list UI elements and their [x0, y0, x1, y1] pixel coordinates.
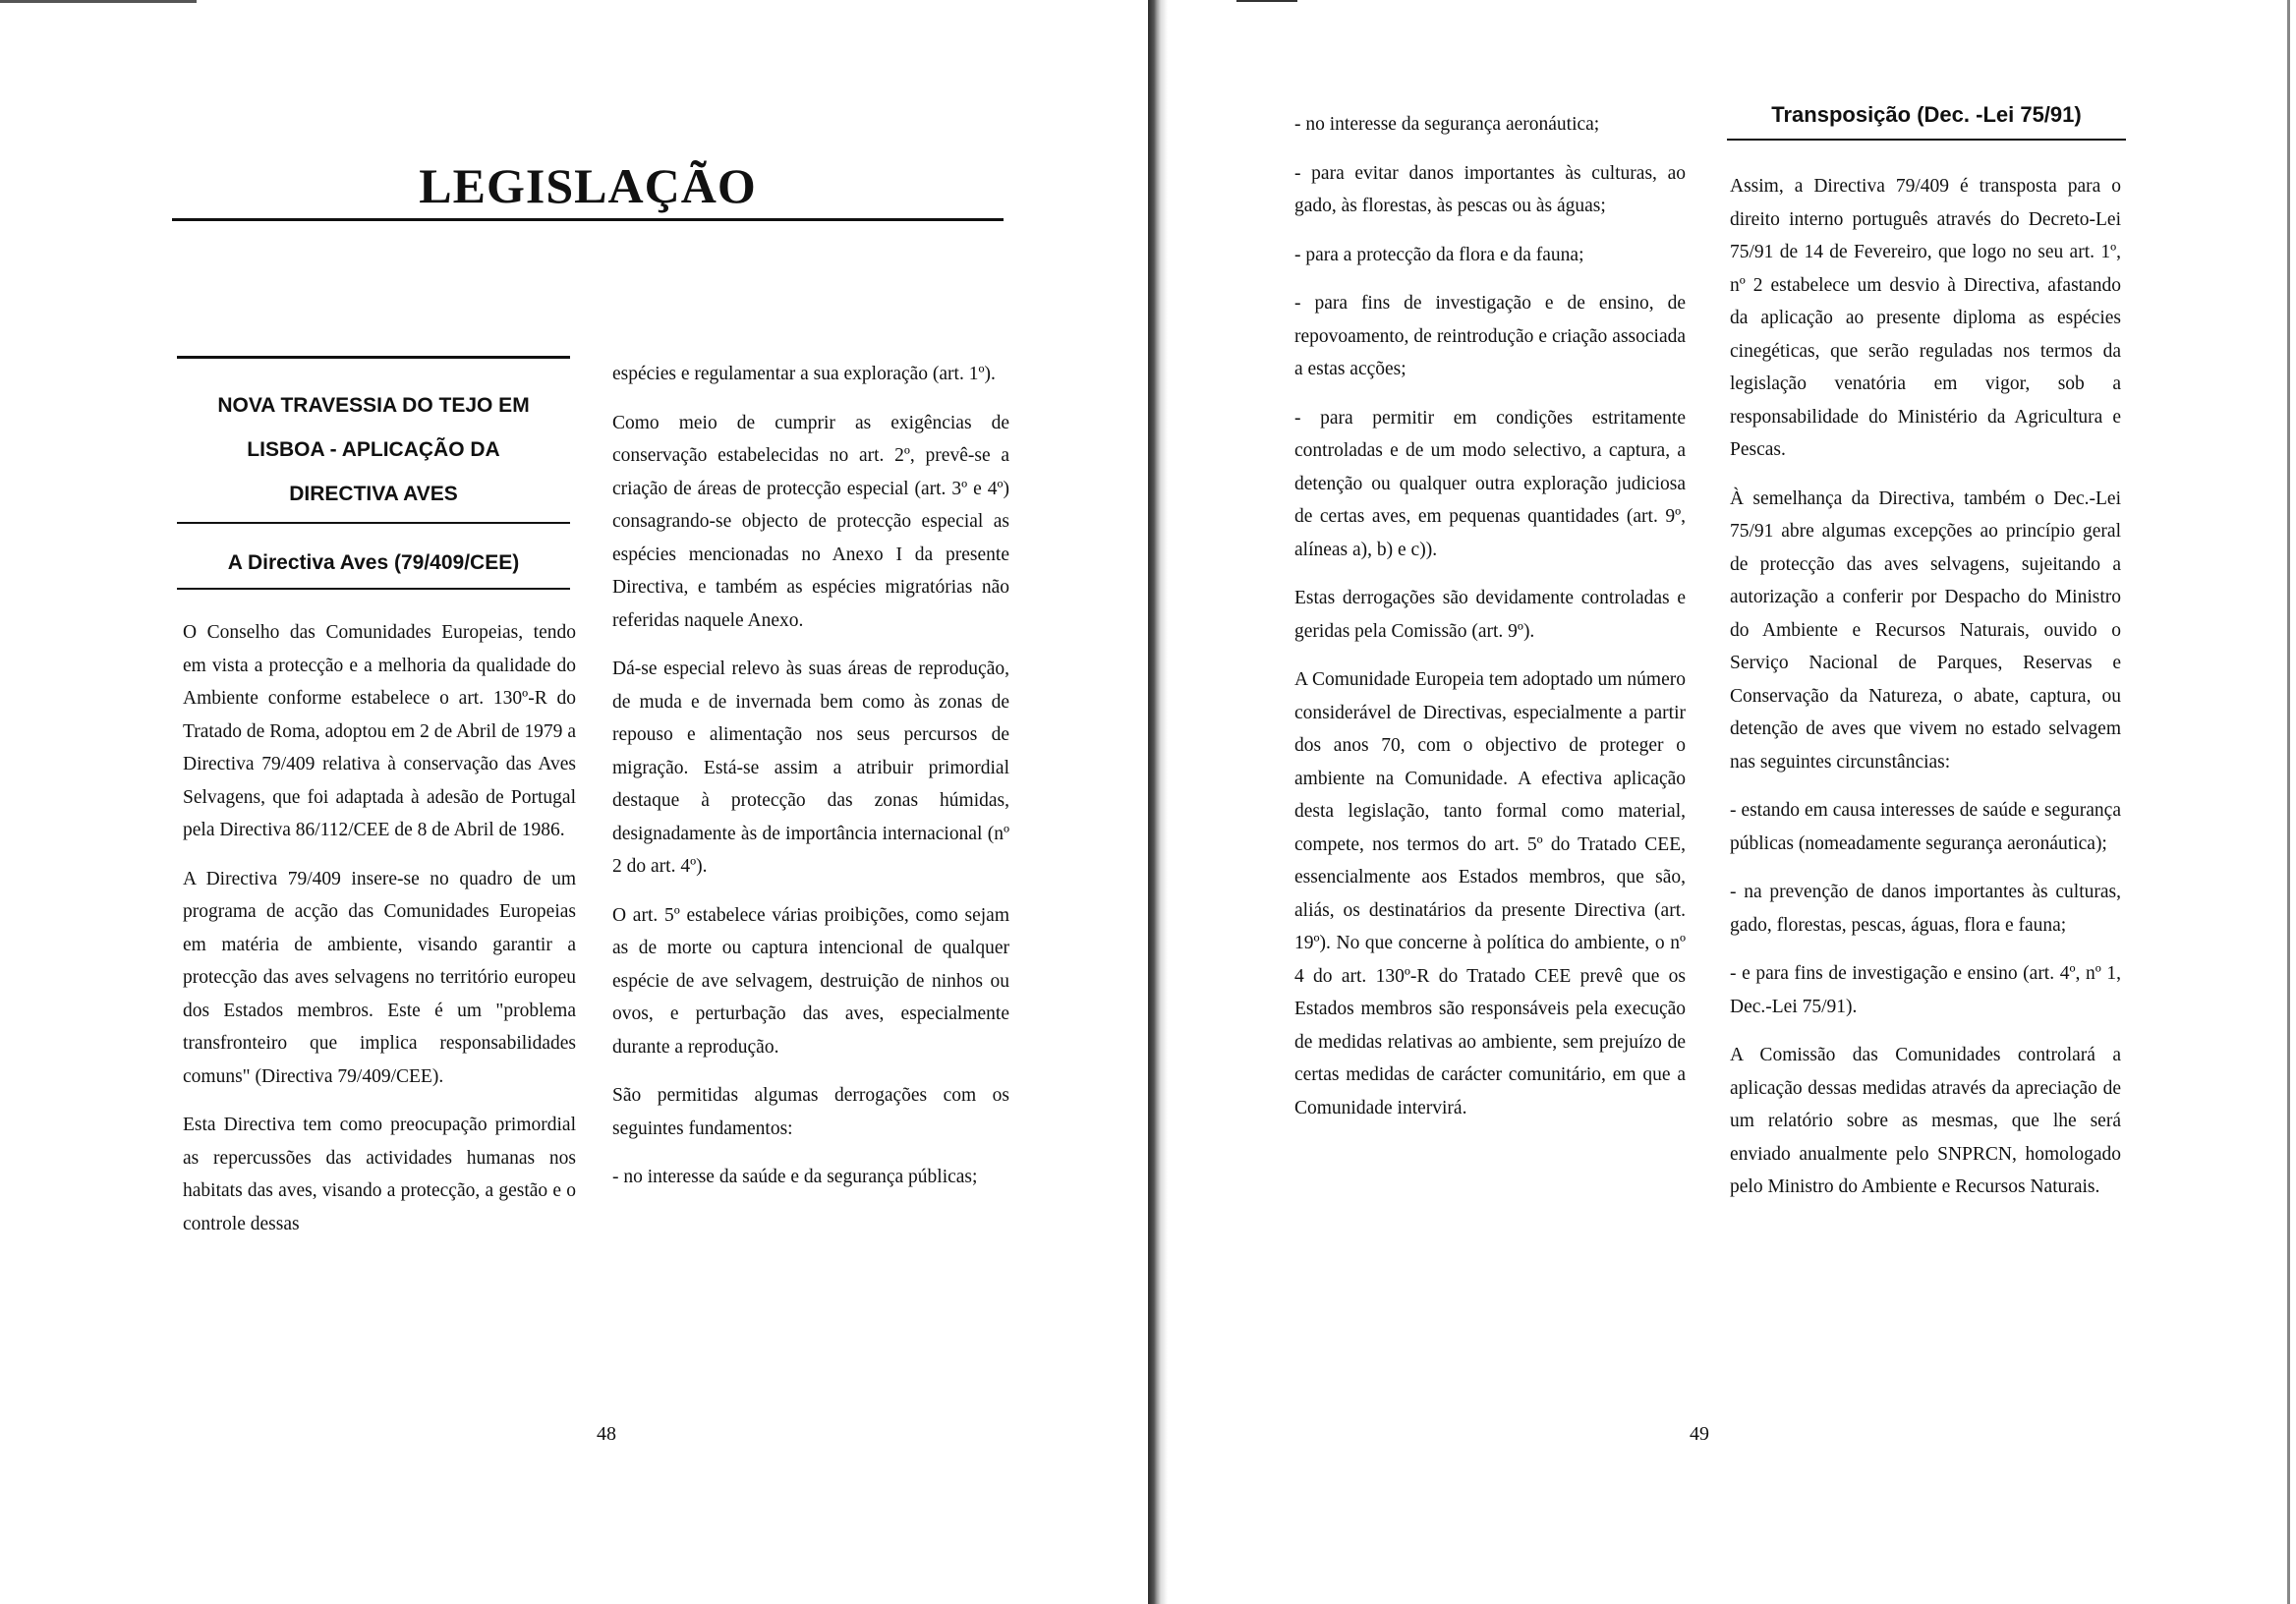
paragraph: - no interesse da segurança aeronáutica;	[1294, 114, 1600, 135]
subheading-rule	[177, 588, 570, 590]
section-top-rule	[177, 356, 570, 359]
paragraph: A Comissão das Comunidades controlará a aplicação dessas medidas através da apreciação de um relatório sobre as mesmas, que lhe será enviado anualmente pelo SNPRCN, homologado pelo Ministro do Ambiente e Recursos Naturais.	[1730, 1045, 2121, 1197]
paragraph: - para fins de investigação e de ensino, de repovoamento, de reintrodução e criação associada a estas acções;	[1294, 293, 1686, 379]
paragraph: Dá-se especial relevo às suas áreas de reprodução, de muda e de invernada bem como às zonas de repouso e alimentação nos seus percursos de migração. Está-se assim a atribuir primordial destaque à protecção das zonas húmidas, designadamente às de importância internacional (nº 2 do art. 4º).	[612, 659, 1009, 877]
section-heading-line-1: NOVA TRAVESSIA DO TEJO EM	[217, 394, 530, 417]
page-number: 49	[1690, 1423, 1709, 1445]
section-mid-rule	[177, 522, 570, 524]
paragraph: - para permitir em condições estritamente controladas e de um modo selectivo, a captura, a detenção ou qualquer outra exploração judiciosa de certas aves, em pequenas quantidades (art. 9º, alíneas a), b) e c)).	[1294, 407, 1686, 560]
paragraph: - estando em causa interesses de saúde e segurança públicas (nomeadamente segurança aeronáutica);	[1730, 800, 2121, 854]
left-column-2	[612, 358, 1009, 1210]
paragraph: O Conselho das Comunidades Europeias, tendo em vista a protecção e a melhoria da qualidade do Ambiente conforme estabelece o art. 130º-R do Tratado de Roma, adoptou em 2 de Abril de 1979 a Directiva 79/409 relativa à conservação das Aves Selvagens, que foi adaptada à adesão de Portugal pela Directiva 86/112/CEE de 8 de Abril de 1986.	[183, 622, 576, 840]
paragraph: A Directiva 79/409 insere-se no quadro de um programa de acção das Comunidades Europeias em matéria de ambiente, visando garantir a protecção das aves selvagens no território europeu dos Estados membros. Este é um "problema transfronteiro que implica responsabilidades comuns" (Directiva 79/409/CEE).	[183, 868, 576, 1087]
paragraph: São permitidas algumas derrogações com os seguintes fundamentos:	[612, 1085, 1009, 1139]
paragraph: - no interesse da saúde e da segurança públicas;	[612, 1167, 978, 1187]
paragraph: Assim, a Directiva 79/409 é transposta para o direito interno português através do Decreto-Lei 75/91 de 14 de Fevereiro, que logo no seu art. 1º, nº 2 estabelece um desvio à Directiva, afastando da aplicação ao presente diploma as espécies cinegéticas, que serão reguladas nos termos da legislação venatória em vigor, sob a responsabilidade do Ministério da Agricultura e Pescas.	[1730, 176, 2121, 460]
title-rule	[172, 218, 1004, 221]
right-column-1	[1294, 108, 1686, 1140]
paragraph: Como meio de cumprir as exigências de conservação estabelecidas no art. 2º, prevê-se a criação de áreas de protecção especial (art. 3º e 4º) consagrando-se objecto de protecção especial as espécies mencionadas no Anexo I da presente Directiva, e também as espécies migratórias não referidas naquele Anexo.	[612, 412, 1009, 631]
paragraph: A Comunidade Europeia tem adoptado um número considerável de Directivas, especialmente a partir dos anos 70, com o objectivo de proteger o ambiente na Comunidade. A efectiva aplicação desta legislação, tanto formal como material, compete, nos termos do art. 5º do Tratado CEE, essencialmente aos Estados membros, que são, aliás, os destinatários da presente Directiva (art. 19º). No que concerne à política do ambiente, o nº 4 do art. 130º-R do Tratado CEE prevê que os Estados membros são responsáveis pela execução de medidas relativas ao ambiente, sem prejuízo de certas medidas de carácter comunitário, em que a Comunidade intervirá.	[1294, 669, 1686, 1118]
running-head-rule	[1727, 139, 2126, 141]
paragraph: Esta Directiva tem como preocupação primordial as repercussões das actividades humanas nos habitats das aves, visando a protecção, a gestão e o controle dessas	[183, 1115, 576, 1234]
paragraph: Estas derrogações são devidamente controladas e geridas pela Comissão (art. 9º).	[1294, 588, 1686, 642]
subheading: A Directiva Aves (79/409/CEE)	[227, 551, 520, 574]
paragraph: À semelhança da Directiva, também o Dec.-Lei 75/91 abre algumas excepções ao princípio geral de protecção das aves selvagens, sujeitando a autorização a conferir por Despacho do Ministro do Ambiente e Recursos Naturais, ouvido o Serviço Nacional de Parques, Reservas e Conservação da Natureza, o abate, captura, ou detenção de aves que vivem no estado selvagem nas seguintes circunstâncias:	[1730, 487, 2121, 773]
paragraph: - e para fins de investigação e ensino (art. 4º, nº 1, Dec.-Lei 75/91).	[1730, 963, 2121, 1017]
paragraph: - para evitar danos importantes às culturas, ao gado, às florestas, às pescas ou às águas;	[1294, 162, 1686, 216]
section-heading-line-3: DIRECTIVA AVES	[289, 483, 458, 505]
paragraph: espécies e regulamentar a sua exploração (art. 1º).	[612, 364, 996, 384]
paragraph: - na prevenção de danos importantes às culturas, gado, florestas, pescas, águas, flora e fauna;	[1730, 882, 2121, 936]
running-head: Transposição (Dec. -Lei 75/91)	[1771, 102, 2082, 127]
page-number: 48	[597, 1423, 616, 1445]
right-column-2	[1730, 170, 2121, 1220]
paragraph: O art. 5º estabelece várias proibições, como sejam as de morte ou captura intencional de qualquer espécie de ave selvagem, destruição de ninhos ou ovos, e perturbação das aves, especialmente durante a reprodução.	[612, 904, 1009, 1058]
section-heading-line-2: LISBOA - APLICAÇÃO DA	[247, 438, 500, 461]
left-column-1	[183, 616, 576, 1256]
right-page	[1148, 0, 2296, 1604]
page-title: LEGISLAÇÃO	[419, 158, 757, 213]
paragraph: - para a protecção da flora e da fauna;	[1294, 244, 1584, 265]
